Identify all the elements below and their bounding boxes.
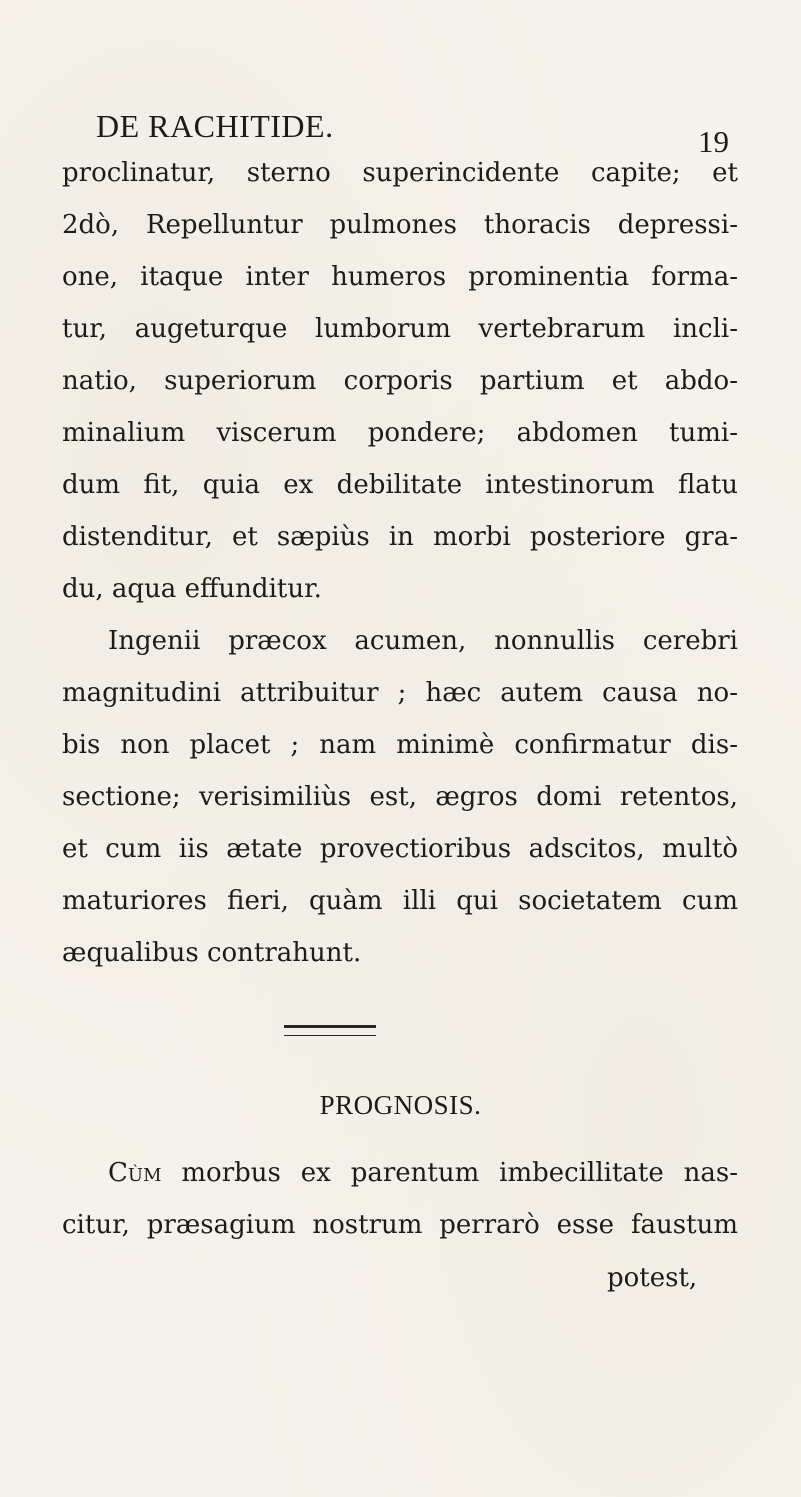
text-line: maturiores fieri, quàm illi qui societatem cum <box>62 886 738 916</box>
section-divider <box>284 1035 376 1036</box>
text-line: magnitudini attribuitur ; hæc autem causa no- <box>62 678 738 708</box>
text-line: distenditur, et sæpiùs in morbi posteriore gra- <box>62 522 738 552</box>
page-number: 19 <box>698 124 729 159</box>
line-rest: morbus ex parentum imbecillitate nas- <box>161 1158 738 1188</box>
text-line: citur, præsagium nostrum perrarò esse faustum <box>62 1210 738 1240</box>
text-line: 2dò, Repelluntur pulmones thoracis depressi- <box>62 210 738 240</box>
text-line: du, aqua effunditur. <box>62 574 322 604</box>
text-line: sectione; verisimiliùs est, ægros domi retentos, <box>62 782 738 812</box>
text-line: dum fit, quia ex debilitate intestinorum flatu <box>62 470 738 500</box>
text-line: æqualibus contrahunt. <box>62 938 362 968</box>
first-word-smallcaps: ùm <box>127 1158 162 1188</box>
text-line: minalium viscerum pondere; abdomen tumi- <box>62 418 738 448</box>
section-divider <box>284 1025 376 1028</box>
text-line: proclinatur, sterno superincidente capite; et <box>62 158 738 188</box>
catchword: potest, <box>607 1263 698 1293</box>
section-title: PROGNOSIS. <box>319 1090 482 1120</box>
text-line: natio, superiorum corporis partium et abdo- <box>62 366 738 396</box>
paragraph-first-line <box>108 1158 738 1188</box>
running-head: DE RACHITIDE. <box>96 108 334 144</box>
text-line: one, itaque inter humeros prominentia forma- <box>62 262 738 292</box>
paragraph-first-line: Ingenii præcox acumen, nonnullis cerebri <box>108 626 738 656</box>
text-line: tur, augeturque lumborum vertebrarum incli- <box>62 314 738 344</box>
text-line: bis non placet ; nam minimè confirmatur dis- <box>62 730 738 760</box>
initial-letter: C <box>108 1158 128 1188</box>
text-line: et cum iis ætate provectioribus adscitos, multò <box>62 834 738 864</box>
